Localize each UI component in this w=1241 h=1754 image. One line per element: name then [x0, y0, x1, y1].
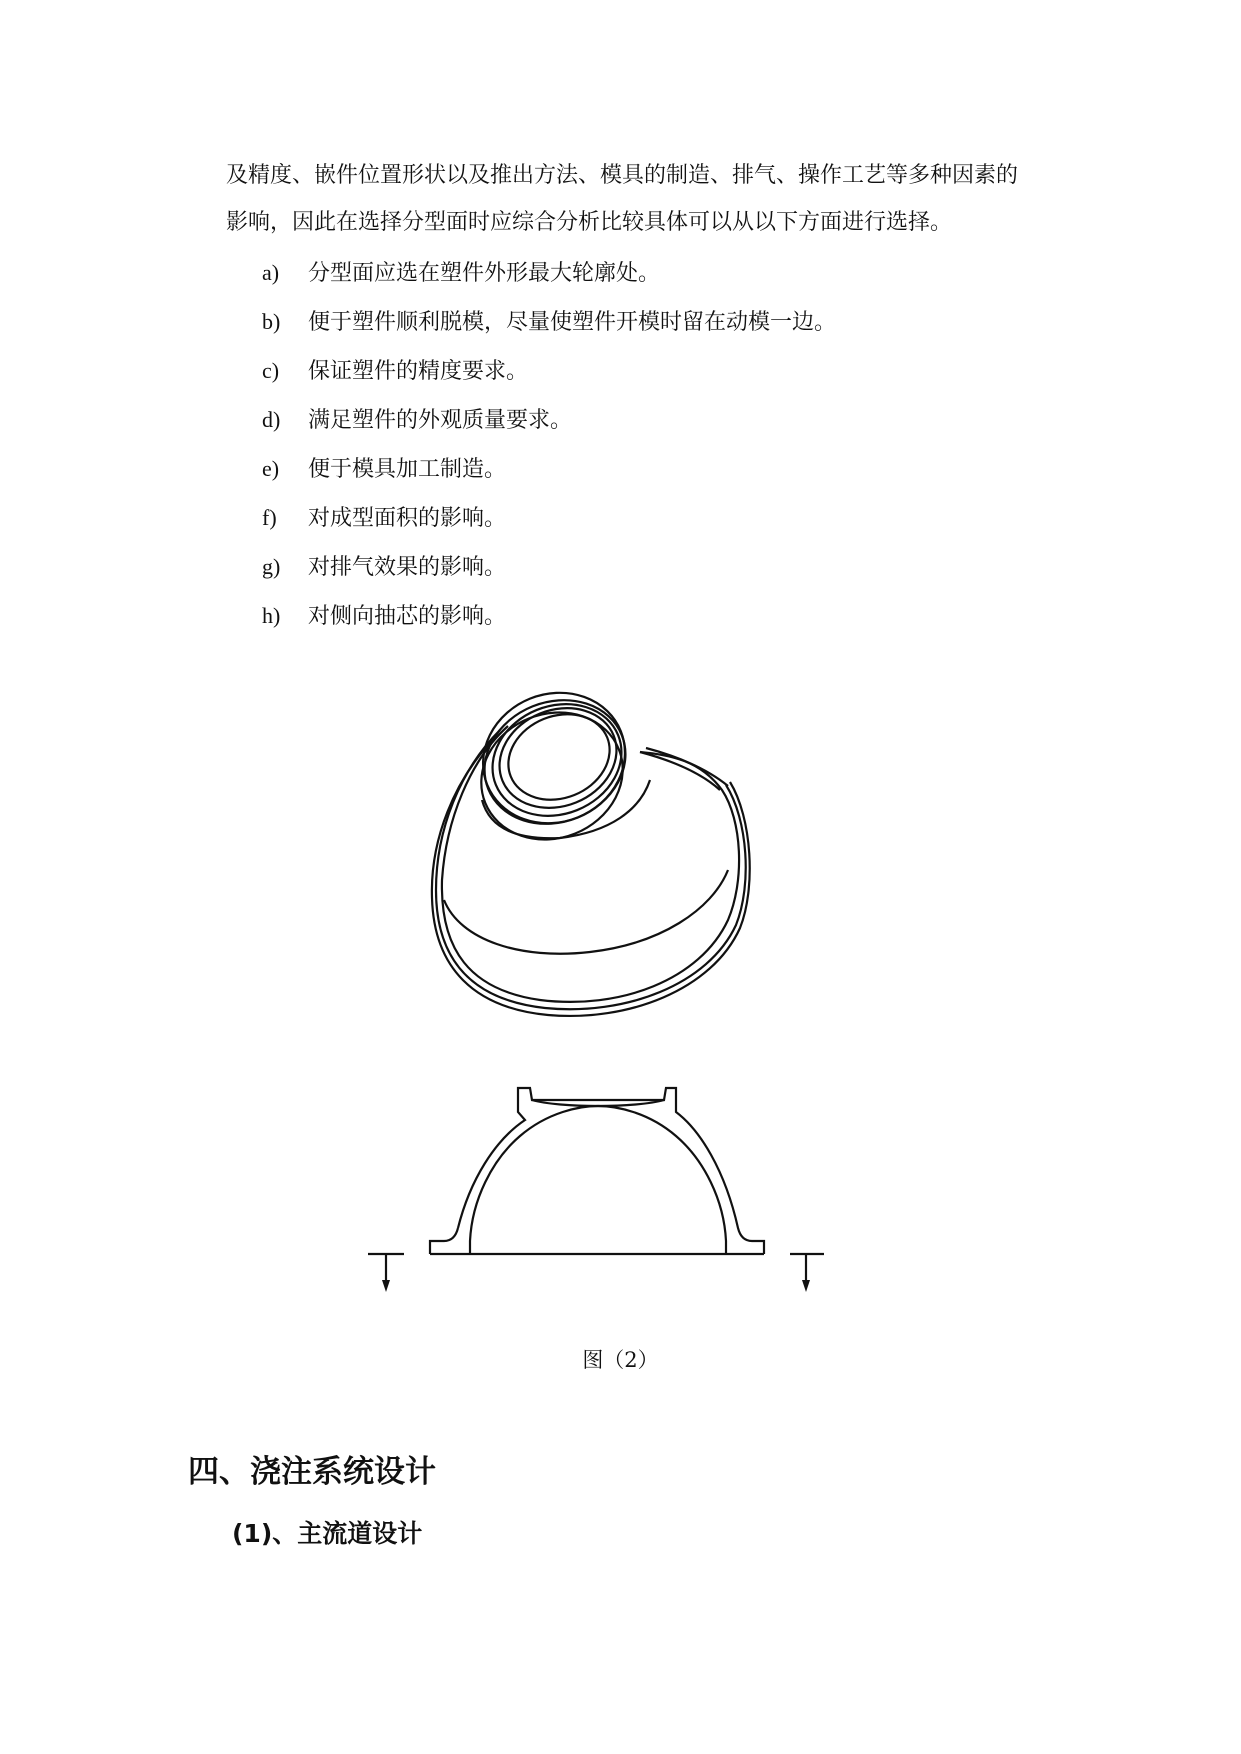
figure-caption: 图（2） — [582, 1348, 659, 1372]
list-marker: f) — [262, 505, 277, 530]
intro-line-1: 及精度、嵌件位置形状以及推出方法、模具的制造、排气、操作工艺等多种因素的 — [226, 163, 1019, 188]
list-text: 便于模具加工制造。 — [308, 457, 507, 482]
sub-heading: (1)、主流道设计 — [232, 1519, 423, 1548]
list-marker: c) — [262, 358, 280, 383]
list-text: 对排气效果的影响。 — [308, 555, 507, 580]
intro-line-2: 影响，因此在选择分型面时应综合分析比较具体可以从以下方面进行选择。 — [226, 210, 953, 235]
list-marker: g) — [262, 554, 281, 579]
list-text: 满足塑件的外观质量要求。 — [308, 408, 573, 433]
list-marker: b) — [262, 309, 281, 334]
list-text: 分型面应选在塑件外形最大轮廓处。 — [308, 261, 661, 286]
list-text: 对成型面积的影响。 — [308, 506, 507, 531]
list-marker: e) — [262, 456, 280, 481]
section-heading: 四、浇注系统设计 — [188, 1454, 436, 1490]
list-marker: d) — [262, 407, 281, 432]
list-marker: h) — [262, 603, 281, 628]
list-text: 便于塑件顺利脱模，尽量使塑件开模时留在动模一边。 — [308, 310, 837, 335]
list-text: 保证塑件的精度要求。 — [308, 359, 529, 384]
list-text: 对侧向抽芯的影响。 — [308, 604, 507, 629]
list-marker: a) — [262, 260, 280, 285]
